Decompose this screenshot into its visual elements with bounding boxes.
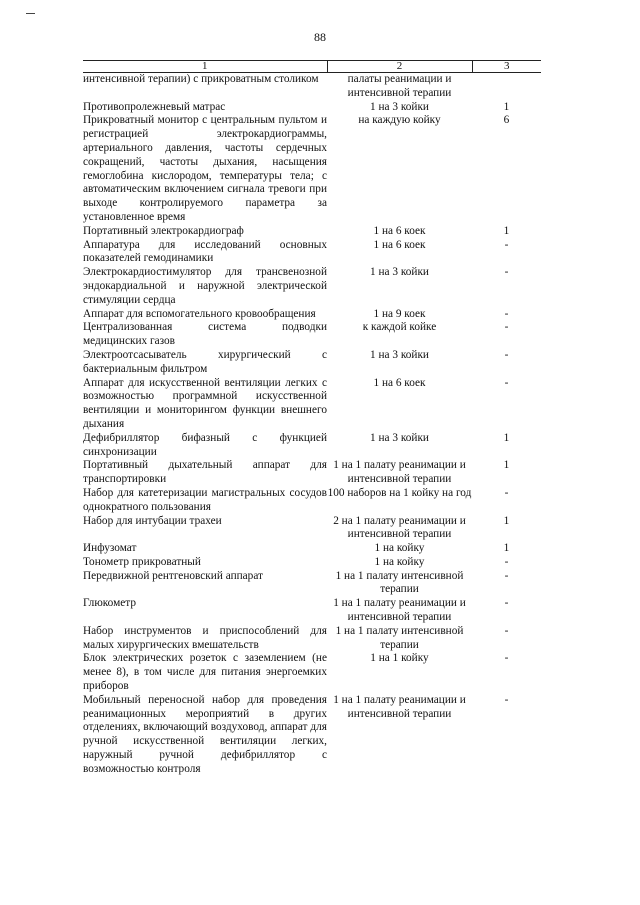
quantity-cell: 1 на 1 палату интенсивной терапии: [335, 569, 464, 596]
table-row: [83, 432, 541, 460]
table-row: [83, 625, 541, 653]
quantity-cell: 1 на 1 палату реанимации и интенсивной терапии: [333, 459, 466, 486]
equipment-name-cell: Аппарат для искусственной вентиляции легких с возможностью программной искусственной вентиляции и мониторингом функции внешнего дыхания: [83, 376, 327, 430]
page-number: 88: [314, 30, 326, 44]
required-count-cell: 1: [503, 224, 510, 237]
table-row: [83, 321, 541, 349]
equipment-name-cell: Аппарат для вспомогательного кровообращения: [83, 307, 316, 320]
table-row: [83, 694, 541, 777]
column-header-3: 3: [472, 61, 541, 73]
required-count-cell: -: [504, 597, 509, 610]
required-count-cell: -: [504, 348, 509, 361]
table-row: [83, 308, 541, 322]
header-row: [83, 61, 541, 73]
required-count-cell: 1: [503, 542, 510, 555]
required-count-cell: [472, 73, 541, 101]
equipment-name-cell: Электрокардиостимулятор для трансвенозной эндокардиальной и наружной электрической стимуляции сердца: [83, 266, 327, 306]
table-header: [83, 61, 541, 73]
equipment-name-cell: Дефибриллятор бифазный с функцией синхронизации: [83, 431, 327, 458]
required-count-cell: -: [504, 307, 509, 320]
table-row: [83, 597, 541, 625]
required-count-cell: 1: [503, 514, 510, 527]
required-count-cell: -: [504, 652, 509, 665]
required-count-cell: -: [504, 693, 509, 706]
quantity-cell: 1 на 1 палату реанимации и интенсивной терапии: [333, 597, 466, 624]
quantity-cell: 2 на 1 палату реанимации и интенсивной терапии: [333, 514, 466, 541]
required-count-cell: -: [504, 555, 509, 568]
quantity-cell: 1 на 6 коек: [373, 238, 426, 251]
table-row: [83, 459, 541, 487]
quantity-cell: 1 на 6 коек: [373, 224, 426, 237]
table-row: [83, 73, 541, 101]
column-header-1: 1: [83, 61, 327, 73]
equipment-name-cell: Передвижной рентгеновский аппарат: [83, 569, 263, 582]
table-row: [83, 556, 541, 570]
quantity-cell: 1 на 3 койки: [370, 100, 429, 113]
required-count-cell: -: [504, 624, 509, 637]
table-row: [83, 101, 541, 115]
table-body: [83, 73, 541, 777]
equipment-name-cell: Прикроватный монитор с центральным пультом и регистрацией электрокардиограммы, артериального давления, частоты сердечных сокращений, частоты дыхания, насыщения гемоглобина кислородом, температуры тела; с автоматическим включением сигнала тревоги при выходе контролируемого параметра за установленное время: [83, 114, 327, 223]
equipment-name-cell: Набор для интубации трахеи: [83, 514, 222, 527]
equipment-name-cell: Тонометр прикроватный: [83, 555, 201, 568]
table-row: [83, 114, 541, 224]
quantity-cell: 1 на 3 койки: [370, 266, 429, 279]
equipment-name-cell: Электроотсасыватель хирургический с бактериальным фильтром: [83, 348, 327, 375]
quantity-cell: 1 на 6 коек: [373, 376, 426, 389]
quantity-cell: 1 на 1 палату интенсивной терапии: [335, 624, 464, 651]
quantity-cell: 1 на 1 койку: [370, 652, 429, 665]
required-count-cell: -: [504, 569, 509, 582]
quantity-cell: 1 на 1 палату реанимации и интенсивной терапии: [333, 693, 466, 720]
required-count-cell: -: [504, 486, 509, 499]
table-row: [83, 515, 541, 543]
table-row: [83, 570, 541, 598]
required-count-cell: -: [504, 376, 509, 389]
table-row: [83, 349, 541, 377]
quantity-cell: 1 на 3 койки: [370, 431, 429, 444]
equipment-name-cell: Набор для катетеризации магистральных сосудов однократного пользования: [83, 486, 327, 513]
required-count-cell: -: [504, 266, 509, 279]
required-count-cell: -: [504, 321, 509, 334]
equipment-name-cell: Блок электрических розеток с заземлением (не менее 8), в том числе для питания энергоемких приборов: [83, 652, 327, 693]
quantity-cell: 1 на 3 койки: [370, 348, 429, 361]
table-row: [83, 542, 541, 556]
equipment-name-cell: Инфузомат: [83, 542, 137, 555]
table-row: [83, 266, 541, 307]
equipment-name-cell: Мобильный переносной набор для проведения реанимационных мероприятий в других отделениях, включающий воздуховод, аппарат для ручной искусственной вентиляции легких, наружный ручной дефибриллятор с возможностью контроля: [83, 693, 327, 775]
required-count-cell: 1: [503, 459, 510, 472]
table-row: [83, 377, 541, 432]
required-count-cell: -: [504, 238, 509, 251]
column-header-2: 2: [327, 61, 472, 73]
required-count-cell: 1: [503, 100, 510, 113]
equipment-name-cell: Набор инструментов и приспособлений для малых хирургических вмешательств: [83, 624, 327, 651]
quantity-cell: 1 на койку: [374, 542, 425, 555]
equipment-name-cell: Аппаратура для исследований основных показателей гемодинамики: [83, 238, 327, 265]
equipment-name-cell: Централизованная система подводки медицинских газов: [83, 321, 327, 348]
equipment-name-cell: Портативный дыхательный аппарат для транспортировки: [83, 459, 327, 486]
equipment-table: [83, 60, 541, 777]
scan-mark: [26, 13, 35, 14]
quantity-cell: на каждую койку: [358, 114, 441, 127]
quantity-cell: к каждой койке: [362, 321, 437, 334]
equipment-name-cell: Глюкометр: [83, 597, 136, 610]
quantity-cell: 1 на 9 коек: [373, 307, 426, 320]
table-row: [83, 239, 541, 267]
quantity-cell: 100 наборов на 1 койку на год: [327, 486, 472, 499]
equipment-name-cell: интенсивной терапии) с прикроватным столиком: [83, 73, 319, 85]
quantity-cell: 1 на койку: [374, 555, 425, 568]
quantity-cell: палаты реанимации и интенсивной терапии: [347, 73, 452, 99]
required-count-cell: 6: [503, 114, 510, 127]
equipment-name-cell: Противопролежневый матрас: [83, 100, 226, 113]
required-count-cell: 1: [503, 431, 510, 444]
equipment-name-cell: Портативный электрокардиограф: [83, 224, 244, 237]
table-row: [83, 652, 541, 693]
table-row: [83, 487, 541, 515]
table-row: [83, 225, 541, 239]
